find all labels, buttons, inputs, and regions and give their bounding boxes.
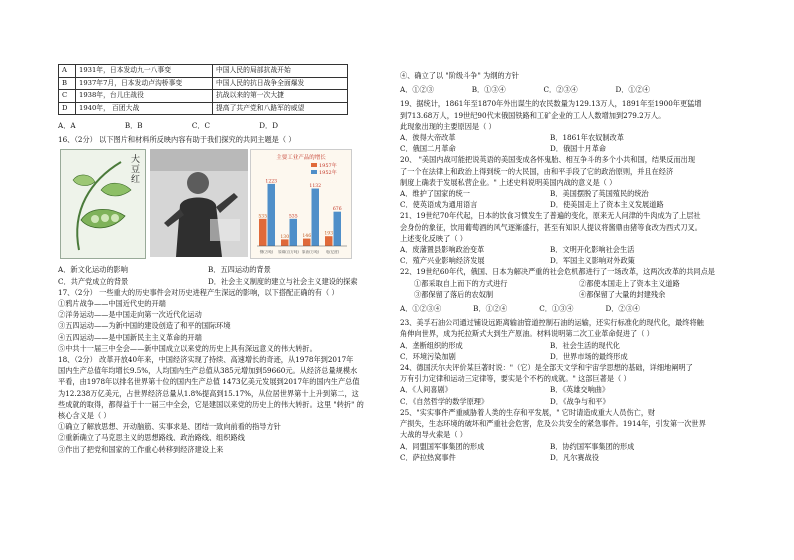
q24-line-2: 万有引力定律和运动三定律等，要实是个不朽的成就。" 这部巨著是（ ）	[400, 374, 631, 384]
chart-bar	[281, 240, 289, 247]
historical-photo	[150, 149, 248, 257]
q17-item-3: ③五四运动——为新中国的建设创造了和平的国际环境	[58, 321, 231, 331]
q18-item-1: ①确立了解放思想、开动脑筋、实事求是、团结一致向前看的指导方针	[58, 422, 281, 432]
q24-option-b[interactable]: B．《英雄交响曲》	[550, 385, 610, 395]
q16-option-a[interactable]: A．新文化运动的影响	[58, 265, 128, 275]
q24-option-c[interactable]: C．《自然哲学的数学原理》	[400, 396, 489, 406]
q15-option-row[interactable]	[59, 65, 348, 78]
industrial-output-chart	[250, 149, 352, 259]
q15-option-row[interactable]	[59, 77, 348, 90]
q15-option-letter: B	[59, 77, 76, 90]
q16-stem: 16、（2分） 以下图片和材料所反映内容有助于我们探究的共同主题是（ ）	[58, 135, 296, 145]
q16-options	[58, 264, 388, 286]
chart-bar	[259, 219, 267, 246]
q24-options	[400, 384, 736, 406]
q19-option-d[interactable]: D．俄国十月革命	[550, 144, 607, 154]
q18-line-5: 些成就的取得，都得益于十一届三中全会，它是建国以来党的历史上的伟大转折。这里 "转折" 的	[58, 399, 364, 409]
q15-answers	[58, 120, 278, 131]
q21-option-a[interactable]: A．废藩置县影响政治变革	[400, 245, 485, 255]
bar-value-label: 535	[288, 214, 298, 220]
q15-answer-b[interactable]: B．B	[124, 121, 143, 130]
q17-item-1: ①鸦片战争——中国近代史的开端	[58, 299, 166, 309]
q18-answer-b[interactable]: B．①③④	[471, 85, 506, 95]
chart-bar	[334, 212, 342, 246]
soybean-poster-image	[60, 149, 146, 259]
legend-label: 1957年	[319, 163, 337, 170]
q16-figures	[58, 149, 388, 261]
x-tick-label: 电(亿度)	[325, 250, 340, 255]
q18-line-2: 国内生产总值年均增长9.5%，人均国内生产总值从385元增加到59660元。从经济总量规模水	[58, 366, 358, 376]
q15-answer-c[interactable]: C．C	[191, 121, 211, 130]
q18-line-1: 18、（2分） 改革开放40年来，中国经济实现了持续、高速增长的奇迹，从1978年到2017年	[58, 355, 354, 365]
q20-line-3: 制度上确表于发展私营企业。" 上述史料说明美国内战的意义是（ ）	[400, 177, 617, 187]
q18-answer-a[interactable]: A．①②③	[400, 85, 434, 95]
q21-line-1: 21、19世纪70年代起，日本的饮食习惯发生了普遍的变化，原来无人问津的牛肉成为了上层社	[400, 211, 701, 221]
q15-options-table	[58, 64, 348, 115]
q21-option-c[interactable]: C．殖产兴业影响经济发展	[400, 256, 485, 266]
q15-option-letter: D	[59, 102, 76, 115]
q23-option-a[interactable]: A．垄断组织的形成	[400, 340, 463, 350]
q15-option-meaning: 中国人民的局部抗战开始	[213, 65, 348, 78]
q20-option-c[interactable]: C．使英语成为通用语言	[400, 200, 478, 210]
q22-answer-d[interactable]: D．②③④	[605, 304, 640, 314]
chart-bar	[312, 189, 320, 246]
q23-line-2: 角伸向世界，成为托拉斯式大到生产原油。材料说明第二次工业革命促进了（ ）	[400, 329, 654, 339]
q15-option-letter: A	[59, 65, 76, 78]
x-tick-label: 原煤(百万吨)	[278, 250, 299, 255]
q18-line-3: 平看，由1978年以排名世界第十位的国内生产总值 1473亿美元发展到2017年的国内生产总值	[58, 377, 360, 387]
q18-line-6: 核心含义是（ ）	[58, 411, 111, 421]
bar-value-label: 1132	[309, 184, 322, 190]
chart-x-labels	[260, 249, 340, 254]
q20-option-a[interactable]: A．维护了国家的统一	[400, 189, 470, 199]
q22-answer-a[interactable]: A．①②③④	[400, 304, 442, 314]
q17-item-5: ⑤中共十一届三中全会——新中国成立以来党的历史上具有深远意义的伟大转折。	[58, 343, 317, 353]
q22-item-3: ③都保留了落后的农奴制	[414, 289, 494, 299]
x-tick-label: 原油(万吨)	[301, 250, 320, 255]
q15-option-row[interactable]	[59, 90, 348, 103]
q25-option-a[interactable]: A．同盟国军事集团的形成	[400, 441, 485, 451]
chart-bar	[268, 184, 276, 246]
q15-answer-d[interactable]: D．D	[259, 121, 278, 130]
q25-line-1: 25、"实实事件严重威胁着人类的生存和平发展，" 它时请造成重大人员伤亡，财	[400, 407, 656, 417]
q22-item-4: ④都保留了大量的封建残余	[579, 289, 666, 299]
q18-item-3: ③作出了把党和国家的工作重心转移到经济建设上来	[58, 444, 224, 454]
q15-option-meaning: 中国人民的抗日战争全面爆发	[213, 77, 348, 90]
q15-option-meaning: 提高了共产党和八路军的威望	[213, 102, 348, 115]
q20-option-d[interactable]: D．使美国走上了资本主义发展道路	[550, 200, 664, 210]
q17-stem: 17、（2分） 一些重大的历史事件会对历史进程产生深远的影响，以下搭配正确的有（ ）	[58, 287, 339, 297]
right-column	[400, 70, 736, 463]
q19-option-b[interactable]: B．1861年农奴制改革	[550, 133, 624, 143]
q20-line-2: 了一个在法律上和政治上得到统一的大民国，由和平手段了它的政治原则，并且在经济	[400, 166, 674, 176]
bar-value-label: 535	[258, 214, 268, 220]
bar-value-label: 193	[324, 232, 334, 238]
q25-line-2: 产损失，生态环境的破坏和严重社会危害，危及公共安全的紧急事件。1914年，引发第一次世界	[400, 419, 706, 429]
q22-answer-c[interactable]: C．①③④	[539, 304, 574, 314]
q19-line-1: 19、据统计，1861年至1870年外出谋生的农民数量为129.13万人，1891年至1900年更猛增	[400, 99, 702, 109]
q25-option-d[interactable]: D．凡尔赛战役	[550, 452, 599, 462]
bar-value-label: 1223	[265, 179, 278, 185]
chart-bar	[290, 219, 298, 246]
q15-option-row[interactable]	[59, 102, 348, 115]
q23-option-b[interactable]: B．社会生活的现代化	[550, 340, 620, 350]
chart-title: 主要工业产品的增长	[276, 155, 326, 162]
q24-option-d[interactable]: D．《战争与和平》	[550, 396, 610, 406]
q16-option-b[interactable]: B．五四运动的背景	[208, 265, 271, 275]
q22-items	[400, 278, 736, 300]
q15-option-event: 1931年，日本发动九一八事变	[76, 65, 213, 78]
q24-option-a[interactable]: A．《人间喜剧》	[400, 385, 452, 395]
q17-item-4: ④五四运动——是中国新民主主义革命的开端	[58, 332, 202, 342]
bar-value-label: 146	[302, 234, 312, 240]
q20-options	[400, 188, 736, 210]
q25-options	[400, 441, 736, 463]
q15-option-event: 1938年，台儿庄战役	[76, 90, 213, 103]
q21-line-3: 上述变化反映了（ ）	[400, 233, 467, 243]
q22-item-1: ①都采取自上而下的方式进行	[414, 278, 508, 288]
q15-option-meaning: 抗战以来的第一次大捷	[213, 90, 348, 103]
q15-option-letter: C	[59, 90, 76, 103]
q18-answer-d[interactable]: D．①②④	[615, 85, 650, 95]
q21-option-b[interactable]: B．文明开化影响社会生活	[550, 245, 635, 255]
q19-line-2: 到713.68万人，19世纪90代末俄国铁路和工矿企业的工人人数增加到279.2万人。	[400, 110, 666, 120]
soybean-poster-title: 大豆红	[129, 154, 139, 185]
q19-option-a[interactable]: A．彼得大帝改革	[400, 133, 456, 143]
legend-swatch	[311, 170, 317, 174]
q15-answer-a[interactable]: A．A	[58, 121, 76, 130]
q16-option-d[interactable]: D．社会主义制度的建立与社会主义建设的探索	[208, 276, 358, 286]
q22-item-2: ②都使本国走上了资本主义道路	[579, 278, 680, 288]
bar-value-label: 130	[280, 235, 290, 241]
q23-line-1: 23、美孚石油公司通过铺设远距离输油管道控制石油的运输，还实行标准化的现代化，最终将触	[400, 318, 704, 328]
chart-bar	[325, 237, 333, 247]
q25-option-b[interactable]: B．协约国军事集团的形成	[550, 441, 635, 451]
q17-item-2: ②洋务运动——是中国走向第一次近代化运动	[58, 310, 202, 320]
x-tick-label: 钢(万吨)	[259, 250, 274, 255]
q21-line-2: 会身份的象征，饮用葡萄酒的风气逐渐盛行，甚至有知识人提议将酱鼎由猪等食改为西式刀叉。	[400, 222, 702, 232]
q25-line-3: 大战的导火索是（ ）	[400, 430, 467, 440]
left-column	[58, 64, 388, 455]
legend-label: 1952年	[319, 170, 337, 177]
q18-answer-c[interactable]: C．②③④	[543, 85, 578, 95]
bar-chart	[251, 150, 351, 258]
q18-item-4: ④、确立了以 "阶级斗争" 为纲的方针	[400, 71, 519, 80]
legend-swatch	[311, 163, 317, 167]
q23-option-d[interactable]: D．世界市场的最终形成	[550, 351, 628, 361]
q18-line-4: 为12.238万亿美元，占世界经济总量从1.8%提高到15.17%，从位居世界第十上升到第二，这	[58, 388, 359, 398]
q19-options	[400, 132, 736, 154]
q25-option-c[interactable]: C．萨拉热窝事件	[400, 452, 456, 462]
q16-option-c[interactable]: C．共产党成立的背景	[58, 276, 129, 286]
q15-option-event: 1940年， 百团大战	[76, 102, 213, 115]
q15-option-event: 1937年7月，日本发动卢沟桥事变	[76, 77, 213, 90]
q18-answers	[400, 84, 650, 95]
q21-option-d[interactable]: D．军国主义影响对外政策	[550, 256, 635, 266]
q22-answer-b[interactable]: B．①②④	[473, 304, 508, 314]
q21-options	[400, 244, 736, 266]
chart-bar	[303, 239, 311, 246]
bar-value-label: 676	[332, 207, 342, 213]
q23-option-c[interactable]: C．环境污染加剧	[400, 351, 456, 361]
q19-option-c[interactable]: C．俄国二月革命	[400, 144, 456, 154]
chart-legend	[311, 162, 337, 176]
q22-answers	[400, 303, 640, 314]
q23-options	[400, 340, 736, 362]
q19-line-3: 此现象出现的主要原因是（ ）	[400, 121, 496, 131]
chart-bars	[258, 179, 341, 247]
q22-stem: 22、19世纪60年代，俄国、日本为解决严重的社会危机都进行了一场改革，这两次改革的共同点是	[400, 267, 715, 277]
q18-item-2: ②重新确立了马克思主义的思想路线、政治路线、组织路线	[58, 433, 245, 443]
q20-line-1: 20、 "美国内战可能把说英语的美国变成各怀鬼胎、相互争斗的多个小共和国，结果反而出现	[400, 155, 696, 165]
q24-line-1: 24、德国沃尔夫评价某巨著时说："（它）是全部天文学和宇宙学思想的基础，详细地阐明了	[400, 363, 693, 373]
q20-option-b[interactable]: B．美国摆脱了英国殖民的统治	[550, 189, 649, 199]
